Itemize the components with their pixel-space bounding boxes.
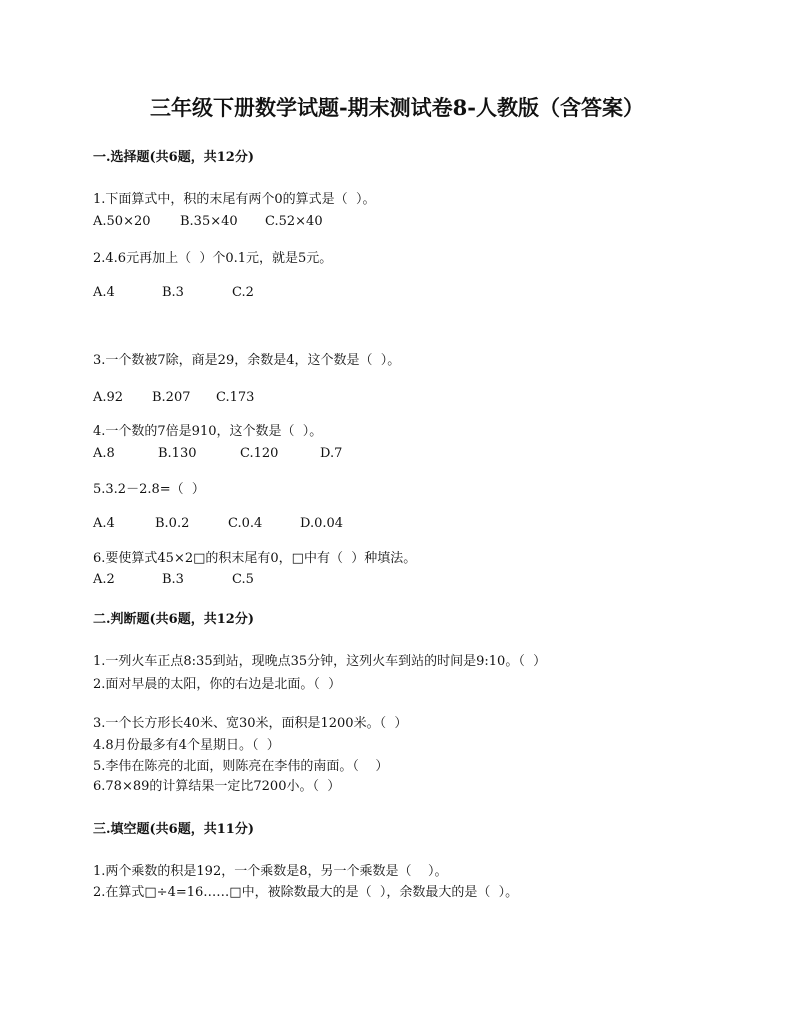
option-c: C.2	[232, 285, 254, 300]
option-b: B.0.2	[155, 516, 190, 531]
option-c: C.52×40	[265, 214, 323, 229]
option-b: B.130	[158, 446, 197, 461]
question-1: 1.下面算式中，积的末尾有两个0的算式是（ ）。	[93, 192, 376, 207]
option-b: B.35×40	[180, 214, 238, 229]
judge-item-4: 4.8月份最多有4个星期日。（ ）	[93, 738, 280, 753]
option-b: B.3	[162, 572, 184, 587]
question-4: 4.一个数的7倍是910，这个数是（ ）。	[93, 424, 323, 439]
judge-item-6: 6.78×89的计算结果一定比7200小。（ ）	[93, 779, 341, 794]
option-a: A.8	[93, 446, 115, 461]
option-a: A.4	[93, 516, 115, 531]
judge-item-2: 2.面对早晨的太阳，你的右边是北面。（ ）	[93, 677, 342, 692]
fill-item-1: 1.两个乘数的积是192，一个乘数是8，另一个乘数是（ ）。	[93, 864, 448, 879]
fill-item-2: 2.在算式□÷4=16……□中，被除数最大的是（ ），余数最大的是（ ）。	[93, 885, 519, 900]
page-title: 三年级下册数学试题-期末测试卷8-人教版（含答案）	[149, 95, 645, 120]
judge-item-3: 3.一个长方形长40米、宽30米，面积是1200米。（ ）	[93, 716, 408, 731]
option-d: D.7	[320, 446, 343, 461]
option-b: B.207	[152, 390, 191, 405]
option-c: C.120	[240, 446, 279, 461]
question-6: 6.要使算式45×2□的积末尾有0，□中有（ ）种填法。	[93, 551, 417, 566]
option-c: C.173	[216, 390, 255, 405]
option-a: A.92	[93, 390, 124, 405]
option-a: A.2	[93, 572, 115, 587]
question-2: 2.4.6元再加上（ ）个0.1元，就是5元。	[93, 251, 333, 266]
judge-item-5: 5.李伟在陈亮的北面，则陈亮在李伟的南面。（ ）	[93, 759, 389, 774]
question-5: 5.3.2－2.8=（ ）	[93, 482, 205, 497]
section-heading-choice: 一.选择题(共6题，共12分)	[93, 150, 254, 165]
option-d: D.0.04	[300, 516, 344, 531]
question-3: 3.一个数被7除，商是29，余数是4，这个数是（ ）。	[93, 353, 401, 368]
option-a: A.4	[93, 285, 115, 300]
option-c: C.5	[232, 572, 254, 587]
option-b: B.3	[162, 285, 184, 300]
option-c: C.0.4	[228, 516, 263, 531]
section-heading-judge: 二.判断题(共6题，共12分)	[93, 612, 254, 627]
judge-item-1: 1.一列火车正点8:35到站，现晚点35分钟，这列火车到站的时间是9:10。（ ）	[93, 654, 547, 669]
section-heading-fill: 三.填空题(共6题，共11分)	[93, 822, 254, 837]
option-a: A.50×20	[93, 214, 151, 229]
